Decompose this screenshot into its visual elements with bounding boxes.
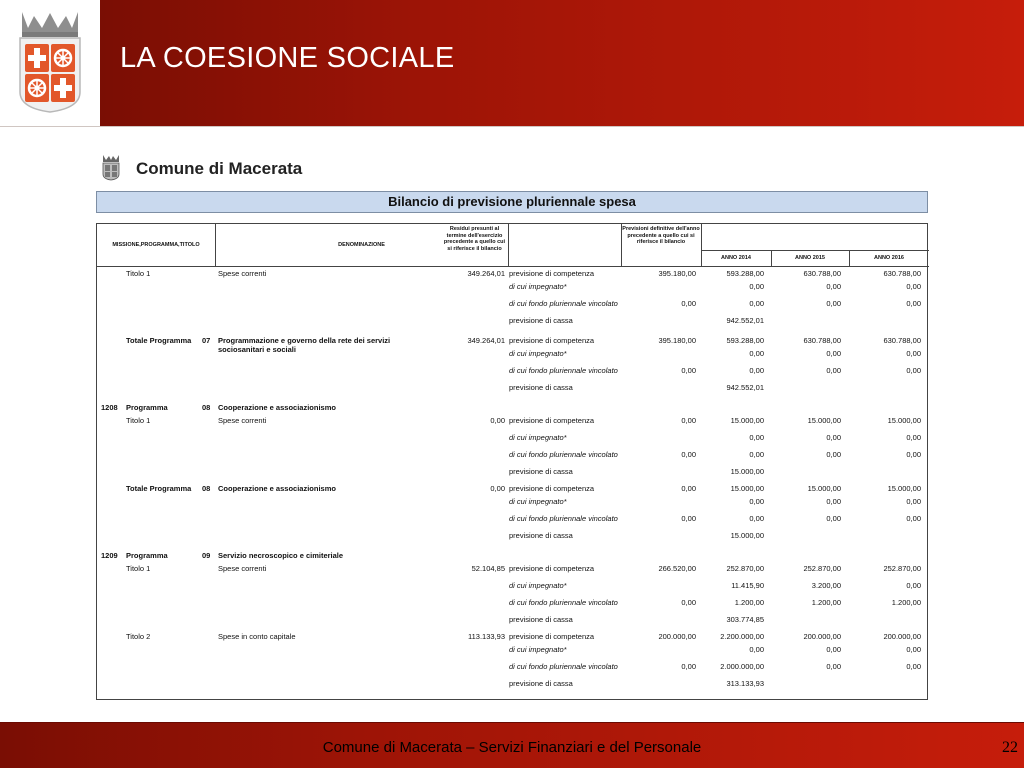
cell-prev: 266.520,00	[658, 564, 696, 573]
col-header-anno-2015: ANNO 2015	[795, 255, 825, 261]
cell-a3: 15.000,00	[887, 484, 921, 493]
cell-voce: di cui impegnato*	[509, 581, 567, 590]
col-header-missione: MISSIONE,PROGRAMMA,TITOLO	[112, 242, 200, 248]
cell-label: Programma	[126, 551, 168, 560]
cell-a1: 0,00	[749, 645, 764, 654]
cell-num: 08	[202, 403, 211, 412]
cell-a3: 200.000,00	[883, 632, 921, 641]
cell-a1: 15.000,00	[730, 531, 764, 540]
cell-voce: di cui impegnato*	[509, 645, 567, 654]
cell-a1: 0,00	[749, 497, 764, 506]
cell-voce: previsione di cassa	[509, 316, 573, 325]
cell-a3: 0,00	[906, 349, 921, 358]
cell-a2: 15.000,00	[807, 416, 841, 425]
cell-a2: 200.000,00	[803, 632, 841, 641]
cell-voce: previsione di cassa	[509, 467, 573, 476]
cell-voce: di cui impegnato*	[509, 282, 567, 291]
cell-voce: previsione di cassa	[509, 679, 573, 688]
cell-desc: Cooperazione e associazionismo	[218, 403, 336, 412]
cell-a3: 0,00	[906, 433, 921, 442]
cell-a1: 0,00	[749, 299, 764, 308]
cell-label: Totale Programma	[126, 484, 192, 493]
cell-voce: di cui impegnato*	[509, 433, 567, 442]
cell-a1: 313.133,93	[726, 679, 764, 688]
cell-a1: 15.000,00	[730, 467, 764, 476]
cell-desc: Servizio necroscopico e cimiteriale	[218, 551, 344, 560]
cell-num: 07	[202, 336, 211, 345]
cell-a2: 0,00	[826, 366, 841, 375]
page-number: 22	[1002, 739, 1018, 756]
cell-voce: di cui fondo pluriennale vincolato	[509, 299, 618, 308]
cell-a3: 15.000,00	[887, 416, 921, 425]
cell-a2: 3.200,00	[811, 581, 841, 590]
cell-a1: 15.000,00	[730, 416, 764, 425]
cell-a1: 593.288,00	[726, 336, 764, 345]
budget-title-banner: Bilancio di previsione pluriennale spesa	[96, 191, 928, 213]
cell-a3: 0,00	[906, 497, 921, 506]
cell-desc: Cooperazione e associazionismo	[218, 484, 336, 493]
cell-prev: 0,00	[681, 450, 696, 459]
cell-label: Titolo 1	[126, 564, 151, 573]
cell-residui: 349.264,01	[467, 269, 505, 278]
cell-label: Titolo 1	[126, 269, 151, 278]
cell-residui: 0,00	[490, 484, 505, 493]
municipality-name: Comune di Macerata	[136, 159, 303, 178]
cell-a1: 2.000.000,00	[720, 662, 764, 671]
cell-a1: 303.774,85	[726, 615, 764, 624]
cell-desc: Spese correnti	[218, 269, 267, 278]
cell-residui: 0,00	[490, 416, 505, 425]
cell-prev: 0,00	[681, 299, 696, 308]
col-header-residui: Residui presunti al termine dell'esercizio precedente a quello cui si riferisce il bilancio	[443, 226, 506, 252]
cell-a1: 0,00	[749, 349, 764, 358]
cell-a3: 0,00	[906, 645, 921, 654]
cell-a2: 630.788,00	[803, 269, 841, 278]
header-divider	[701, 250, 929, 251]
cell-desc: Spese correnti	[218, 416, 267, 425]
cell-prev: 0,00	[681, 514, 696, 523]
cell-a2: 252.870,00	[803, 564, 841, 573]
cell-a2: 0,00	[826, 282, 841, 291]
cell-voce: previsione di competenza	[509, 269, 595, 278]
cell-a1: 11.415,90	[731, 581, 764, 590]
cell-voce: previsione di competenza	[509, 484, 595, 493]
cell-a2: 630.788,00	[803, 336, 841, 345]
cell-voce: previsione di competenza	[509, 564, 595, 573]
cell-a3: 0,00	[906, 299, 921, 308]
cell-voce: di cui fondo pluriennale vincolato	[509, 662, 618, 671]
cell-prev: 0,00	[681, 416, 696, 425]
cell-a1: 942.552,01	[726, 316, 764, 325]
slide-title: LA COESIONE SOCIALE	[120, 42, 455, 74]
slide-footer	[0, 722, 1024, 768]
cell-prev: 0,00	[681, 484, 696, 493]
cell-voce: previsione di competenza	[509, 632, 595, 641]
cell-label: Totale Programma	[126, 336, 192, 345]
cell-a1: 0,00	[749, 366, 764, 375]
cell-residui: 52.104,85	[471, 564, 505, 573]
cell-code: 1209	[101, 551, 118, 560]
cell-a1: 15.000,00	[730, 484, 764, 493]
cell-voce: di cui fondo pluriennale vincolato	[509, 598, 618, 607]
municipal-crest-icon	[100, 153, 122, 181]
cell-a2: 0,00	[826, 299, 841, 308]
cell-label: Titolo 1	[126, 416, 151, 425]
cell-a2: 0,00	[826, 514, 841, 523]
cell-prev: 0,00	[681, 598, 696, 607]
cell-a3: 1.200,00	[891, 598, 921, 607]
cell-voce: di cui fondo pluriennale vincolato	[509, 514, 618, 523]
cell-a3: 0,00	[906, 366, 921, 375]
cell-residui: 113.133,93	[468, 632, 505, 641]
col-header-anno-2014: ANNO 2014	[721, 255, 751, 261]
cell-a3: 0,00	[906, 581, 921, 590]
cell-a2: 0,00	[826, 450, 841, 459]
cell-a1: 0,00	[749, 450, 764, 459]
cell-a1: 593.288,00	[726, 269, 764, 278]
cell-a2: 1.200,00	[811, 598, 841, 607]
cell-code: 1208	[101, 403, 118, 412]
crest-icon	[0, 0, 100, 126]
cell-voce: previsione di competenza	[509, 336, 595, 345]
cell-voce: di cui fondo pluriennale vincolato	[509, 450, 618, 459]
cell-num: 08	[202, 484, 211, 493]
cell-a2: 0,00	[826, 662, 841, 671]
cell-prev: 395.180,00	[658, 336, 696, 345]
budget-table	[96, 223, 928, 700]
cell-a3: 0,00	[906, 514, 921, 523]
cell-desc: Spese correnti	[218, 564, 267, 573]
cell-voce: di cui impegnato*	[509, 497, 567, 506]
cell-desc: Programmazione e governo della rete dei servizi sociosanitari e sociali	[218, 336, 391, 354]
cell-a1: 252.870,00	[726, 564, 764, 573]
cell-voce: previsione di cassa	[509, 383, 573, 392]
cell-a2: 0,00	[826, 497, 841, 506]
cell-a1: 0,00	[749, 282, 764, 291]
cell-desc: Spese in conto capitale	[218, 632, 296, 641]
cell-prev: 0,00	[681, 366, 696, 375]
cell-a3: 630.788,00	[883, 336, 921, 345]
cell-a3: 0,00	[906, 450, 921, 459]
cell-a1: 1.200,00	[734, 598, 764, 607]
cell-label: Programma	[126, 403, 168, 412]
cell-a2: 15.000,00	[807, 484, 841, 493]
cell-a3: 0,00	[906, 662, 921, 671]
footer-text: Comune di Macerata – Servizi Finanziari e del Personale	[322, 739, 702, 756]
cell-prev: 0,00	[681, 662, 696, 671]
col-divider	[508, 224, 509, 266]
cell-a2: 0,00	[826, 349, 841, 358]
budget-document	[96, 150, 928, 700]
col-header-denominazione: DENOMINAZIONE	[338, 242, 385, 248]
cell-a3: 0,00	[906, 282, 921, 291]
col-header-previsioni: Previsioni definitive dell'anno precedente a quello cui si riferisce il bilancio	[622, 226, 700, 245]
slide-header	[0, 0, 1024, 127]
cell-a2: 0,00	[826, 433, 841, 442]
cell-a2: 0,00	[826, 645, 841, 654]
cell-a3: 630.788,00	[883, 269, 921, 278]
cell-num: 09	[202, 551, 211, 560]
cell-label: Titolo 2	[126, 632, 151, 641]
cell-a1: 0,00	[749, 433, 764, 442]
cell-voce: previsione di cassa	[509, 615, 573, 624]
cell-a1: 0,00	[749, 514, 764, 523]
cell-voce: previsione di competenza	[509, 416, 595, 425]
cell-voce: di cui fondo pluriennale vincolato	[509, 366, 618, 375]
title-band	[100, 0, 1024, 126]
header-bottom-rule	[97, 266, 929, 267]
cell-a1: 942.552,01	[726, 383, 764, 392]
crest-logo	[0, 0, 100, 126]
cell-residui: 349.264,01	[467, 336, 505, 345]
cell-voce: di cui impegnato*	[509, 349, 567, 358]
cell-a1: 2.200.000,00	[720, 632, 764, 641]
cell-prev: 395.180,00	[658, 269, 696, 278]
cell-voce: previsione di cassa	[509, 531, 573, 540]
cell-prev: 200.000,00	[658, 632, 696, 641]
cell-a3: 252.870,00	[883, 564, 921, 573]
col-header-anno-2016: ANNO 2016	[874, 255, 904, 261]
